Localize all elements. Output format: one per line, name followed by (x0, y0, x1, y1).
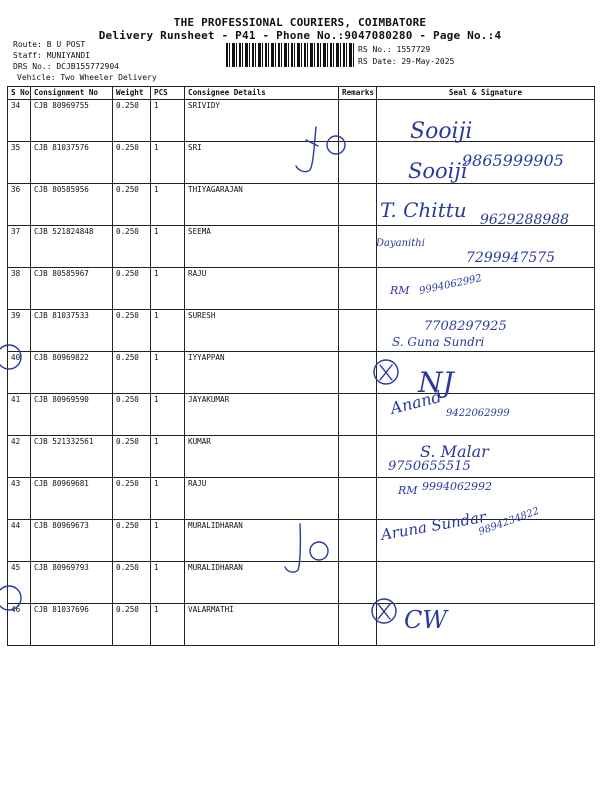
col-seal: Seal & Signature (377, 87, 595, 100)
row-consignment: CJB 80969673 (31, 520, 113, 562)
signature-35: Sooiji (408, 159, 468, 183)
signature-34: Sooiji (410, 119, 473, 144)
phone-37: 7299947575 (466, 250, 556, 266)
sno-circle-40 (0, 345, 21, 369)
row-pcs: 1 (151, 478, 185, 520)
row-weight: 0.250 (113, 352, 151, 394)
phone-35: 9865999905 (462, 151, 564, 170)
row-weight: 0.250 (113, 142, 151, 184)
row-consignment: CJB 80969681 (31, 478, 113, 520)
phone-39: 7708297925 (424, 319, 507, 334)
route-label: Route: B U POST (13, 40, 86, 49)
pen-circle (310, 542, 328, 560)
company-title: THE PROFESSIONAL COURIERS, COIMBATORE (173, 16, 427, 29)
row-consignee: MURALIDHARAN (185, 520, 339, 562)
phone-38: 9994062992 (418, 272, 483, 297)
row-sno: 39 (8, 310, 31, 352)
row-consignee: KUMAR (185, 436, 339, 478)
phone-44: 9894234822 (477, 505, 541, 538)
row-weight: 0.250 (113, 436, 151, 478)
row-consignee: IYYAPPAN (185, 352, 339, 394)
row-weight: 0.250 (113, 394, 151, 436)
pen-cross (380, 365, 392, 380)
row-pcs: 1 (151, 226, 185, 268)
row-consignee: THIYAGARAJAN (185, 184, 339, 226)
signature-36: T. Chittu (380, 198, 467, 222)
row-pcs: 1 (151, 604, 185, 646)
row-consignee: SRI (185, 142, 339, 184)
signature-37: Dayanithi (376, 238, 425, 249)
signature-44: Aruna Sundar (379, 507, 488, 544)
pen-stroke (296, 127, 316, 172)
row-consignee: SRIVIDY (185, 100, 339, 142)
staff-label: Staff: MUNIYANDI (13, 51, 91, 60)
col-weight: Weight (113, 87, 151, 100)
row-weight: 0.250 (113, 562, 151, 604)
row-consignment: CJB 80969793 (31, 562, 113, 604)
row-sno: 42 (8, 436, 31, 478)
row-consignee: MURALIDHARAN (185, 562, 339, 604)
row-weight: 0.250 (113, 604, 151, 646)
row-consignment: CJB 521332561 (31, 436, 113, 478)
row-consignee: SURESH (185, 310, 339, 352)
row-sno: 40 (8, 352, 31, 394)
row-sno: 34 (8, 100, 31, 142)
row-consignment: CJB 81037696 (31, 604, 113, 646)
row-sno: 35 (8, 142, 31, 184)
rs-date: RS Date: 29-May-2025 (358, 57, 455, 66)
phone-43: 9994062992 (422, 480, 492, 493)
row-pcs: 1 (151, 184, 185, 226)
pen-stroke (285, 524, 300, 572)
row-pcs: 1 (151, 562, 185, 604)
pen-circle (327, 136, 345, 154)
row-consignment: CJB 80969822 (31, 352, 113, 394)
pen-cross (378, 604, 390, 619)
rs-number: RS No.: 1557729 (358, 45, 431, 54)
row-consignee: SEEMA (185, 226, 339, 268)
row-sno: 44 (8, 520, 31, 562)
col-sno: S No (8, 87, 31, 100)
row-weight: 0.250 (113, 100, 151, 142)
phone-41: 9422062999 (446, 408, 510, 419)
row-weight: 0.250 (113, 184, 151, 226)
row-sno: 45 (8, 562, 31, 604)
row-pcs: 1 (151, 268, 185, 310)
signature-40: NJ (418, 366, 454, 399)
row-sno: 46 (8, 604, 31, 646)
col-consignment: Consignment No (31, 87, 113, 100)
row-consignment: CJB 80969590 (31, 394, 113, 436)
sno-circle-46 (0, 586, 21, 610)
row-pcs: 1 (151, 100, 185, 142)
signature-38: RM (390, 284, 410, 297)
row-sno: 41 (8, 394, 31, 436)
row-pcs: 1 (151, 436, 185, 478)
row-pcs: 1 (151, 520, 185, 562)
row-consignment: CJB 80585967 (31, 268, 113, 310)
row-consignment: CJB 81037576 (31, 142, 113, 184)
col-pcs: PCS (151, 87, 185, 100)
row-consignee: RAJU (185, 478, 339, 520)
row-weight: 0.250 (113, 226, 151, 268)
drs-number: DRS No.: DCJB155772904 (13, 62, 119, 71)
row-sno: 36 (8, 184, 31, 226)
phone-36: 9629288988 (480, 212, 570, 228)
row-sno: 43 (8, 478, 31, 520)
row-consignee: RAJU (185, 268, 339, 310)
signature-46: CW (404, 606, 448, 634)
row-weight: 0.250 (113, 478, 151, 520)
pen-stroke (306, 140, 318, 146)
row-sno: 38 (8, 268, 31, 310)
row-weight: 0.250 (113, 310, 151, 352)
row-weight: 0.250 (113, 268, 151, 310)
row-weight: 0.250 (113, 520, 151, 562)
signature-42: S. Malar (420, 442, 489, 461)
row-consignee: VALARMATHI (185, 604, 339, 646)
col-remarks: Remarks (339, 87, 377, 100)
signature-43: RM (398, 484, 418, 497)
col-consignee: Consignee Details (185, 87, 339, 100)
row-sno: 37 (8, 226, 31, 268)
row-consignment: CJB 80585956 (31, 184, 113, 226)
row-consignment: CJB 521824848 (31, 226, 113, 268)
row-consignment: CJB 81037533 (31, 310, 113, 352)
row-pcs: 1 (151, 142, 185, 184)
phone-42: 9750655515 (388, 459, 471, 474)
signature-41: Anand (388, 386, 444, 418)
row-consignee: JAYAKUMAR (185, 394, 339, 436)
runsheet-subtitle: Delivery Runsheet - P41 - Phone No.:9047080280 - Page No.:4 (98, 29, 502, 42)
vehicle-label: Vehicle: Two Wheeler Delivery (17, 73, 157, 82)
row-pcs: 1 (151, 310, 185, 352)
signature-39: S. Guna Sundri (392, 335, 485, 349)
row-pcs: 1 (151, 394, 185, 436)
row-consignment: CJB 80969755 (31, 100, 113, 142)
row-pcs: 1 (151, 352, 185, 394)
